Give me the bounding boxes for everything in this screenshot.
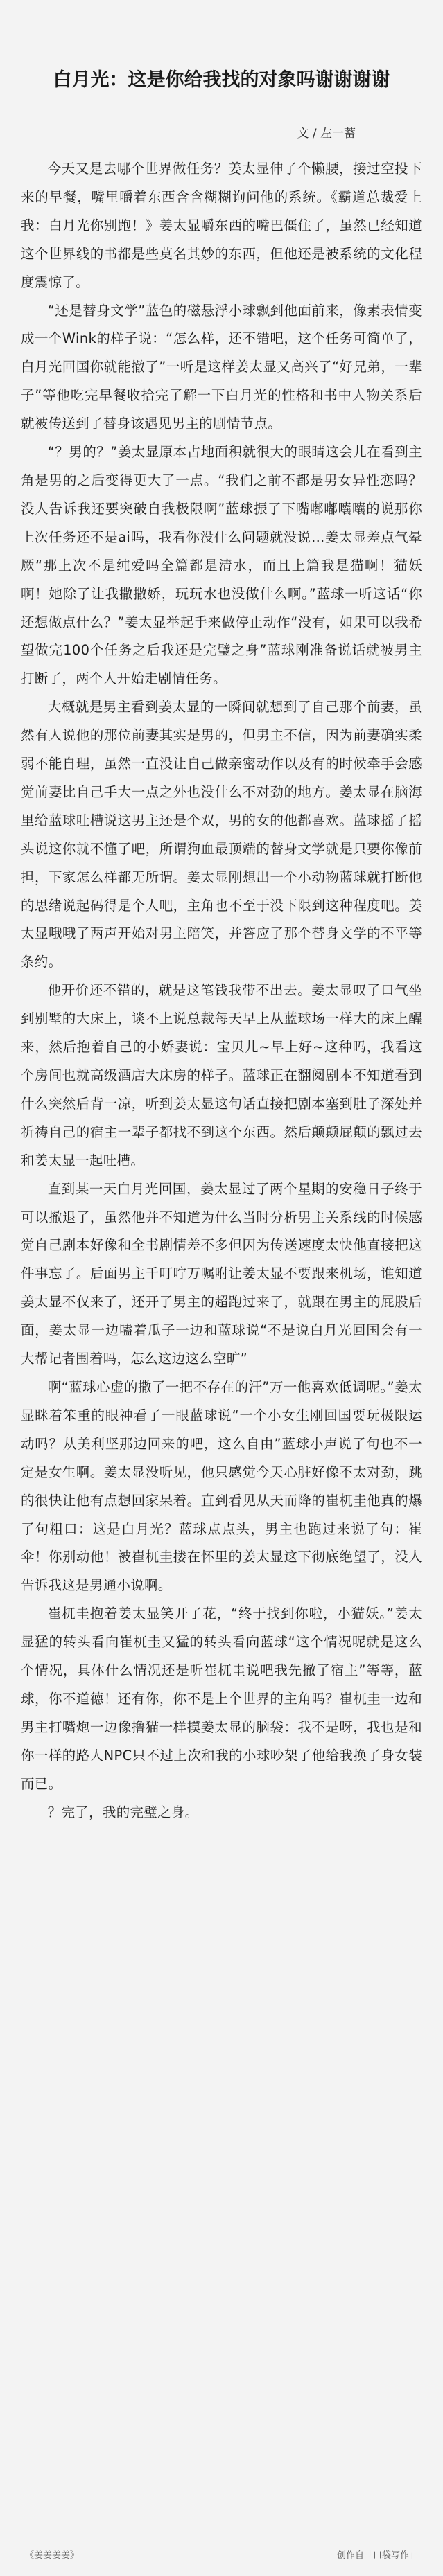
article-paragraph: “？男的？”姜太显原本占地面积就很大的眼睛这会儿在看到主角是男的之后变得更大了一点。“我们之前不都是男女异性恋吗？没人告诉我还要突破自我极限啊”蓝球振了下嘴嘟嘟囔囔的说那你上次任务还不是ai吗，我看你没什么问题就没说…姜太显差点气晕厥“那上次不是纯爱吗全篇都是清水，而且上篇我是猫啊！猫妖啊！她除了让我撒撒娇，玩玩水也没做什么啊。”蓝球一听这话“你还想做点什么？”姜太显举起手来做停止动作“没有，如果可以我希望做完100个任务之后我还是完璧之身”蓝球刚准备说话就被男主打断了，两个人开始走剧情任务。 [21, 444, 422, 687]
article-paragraph: “还是替身文学”蓝色的磁悬浮小球飘到他面前来，像素表情变成一个Wink的样子说：“怎么样，还不错吧，这个任务可简单了，白月光回国你就能撤了”一听是这样姜太显又高兴了“好兄弟，一辈子”等他吃完早餐收拾完了解一下白月光的性格和书中人物关系后就被传送到了替身该遇见男主的剧情节点。 [21, 302, 422, 432]
page-footer [25, 2546, 418, 2562]
article-paragraph: 今天又是去哪个世界做任务？姜太显伸了个懒腰，接过空投下来的早餐，嘴里嚼着东西含含糊糊询问他的系统。《霸道总裁爱上我：白月光你别跑！》姜太显嚼东西的嘴巴僵住了，虽然已经知道这个世界线的书都是些莫名其妙的东西，但他还是被系统的文化程度震惊了。 [21, 161, 422, 290]
article-author: 文 / 左一蓄 [297, 127, 356, 141]
article-paragraph: ？完了，我的完璧之身。 [47, 1804, 199, 1820]
article-paragraph: 他开价还不错的，就是这笔钱我带不出去。姜太显叹了口气坐到别墅的大床上，谈不上说总裁每天早上从蓝球场一样大的床上醒来，然后抱着自己的小娇妻说：宝贝儿~早上好~这种吗，我看这个房间也就高级酒店大床房的样子。蓝球正在翻阅剧本不知道看到什么突然后背一凉，听到姜太显这句话直接把剧本塞到肚子深处并祈祷自己的宿主一辈子都找不到这个东西。然后颠颠屁颠的飘过去和姜太显一起吐槽。 [21, 982, 422, 1169]
article-paragraph: 崔杌圭抱着姜太显笑开了花，“终于找到你啦，小猫妖。”姜太显猛的转头看向崔杌圭又猛的转头看向蓝球“这个情况呢就是这么个情况，具体什么情况还是听崔杌圭说吧我先撤了宿主”等等，蓝球，你不道德！还有你，你不是上个世界的主角吗？崔杌圭一边和男主打嘴炮一边像撸猫一样摸姜太显的脑袋：我不是呀，我也是和你一样的路人NPC只不过上次和我的小球吵架了他给我换了身女装而已。 [21, 1606, 422, 1792]
article-title: 白月光：这是你给我找的对象吗谢谢谢谢 [53, 69, 390, 91]
article-body [21, 155, 422, 1827]
article-paragraph: 啊“蓝球心虚的撒了一把不存在的汗”万一他喜欢低调呢。”姜太显眯着笨重的眼神看了一眼蓝球说“一个小女生刚回国要玩极限运动吗？从美利坚那边回来的吧，这么自由”蓝球小声说了句也不一定是女生啊。姜太显没听见，他只感觉今天心脏好像不太对劲，跳的很快让他有点想回家呆着。直到看见从天而降的崔杌圭他真的爆了句粗口：这是白月光？蓝球点点头，男主也跑过来说了句：崔伞！你别动他！被崔杌圭搂在怀里的姜太显这下彻底绝望了，没人告诉我这是男通小说啊。 [21, 1378, 422, 1594]
footer-source: 创作自「口袋写作」 [336, 2550, 418, 2561]
footer-book-title: 《姜姜姜姜》 [25, 2550, 80, 2561]
article-paragraph: 直到某一天白月光回国，姜太显过了两个星期的安稳日子终于可以撤退了，虽然他并不知道为什么当时分析男主关系线的时候感觉自己剧本好像和全书剧情差不多但因为传送速度太快他直接把这件事忘了。后面男主千叮咛万嘱咐让姜太显不要跟来机场，谁知道姜太显不仅来了，还开了男主的超跑过来了，就跟在男主的屁股后面，姜太显一边嗑着瓜子一边和蓝球说“不是说白月光回国会有一大帮记者围着吗，怎么这边这么空旷” [21, 1180, 422, 1367]
article-paragraph: 大概就是男主看到姜太显的一瞬间就想到了自己那个前妻，虽然有人说他的那位前妻其实是男的，但男主不信，因为前妻确实柔弱不能自理，虽然一直没让自己做亲密动作以及有的时候牵手会感觉前妻比自己手大一点之外也没什么不对劲的地方。姜太显在脑海里给蓝球吐槽说这男主还是个双，男的女的他都喜欢。蓝球摇了摇头说这你就不懂了吧，所谓狗血最顶端的替身文学就是只要你像前担，下家怎么样都无所谓。姜太显刚想出一个小动物蓝球就打断他的思绪说起码得是个人吧，主角也不至于没下限到这种程度吧。姜太显哦哦了两声开始对男主陪笑，并答应了那个替身文学的不平等条约。 [21, 699, 422, 970]
